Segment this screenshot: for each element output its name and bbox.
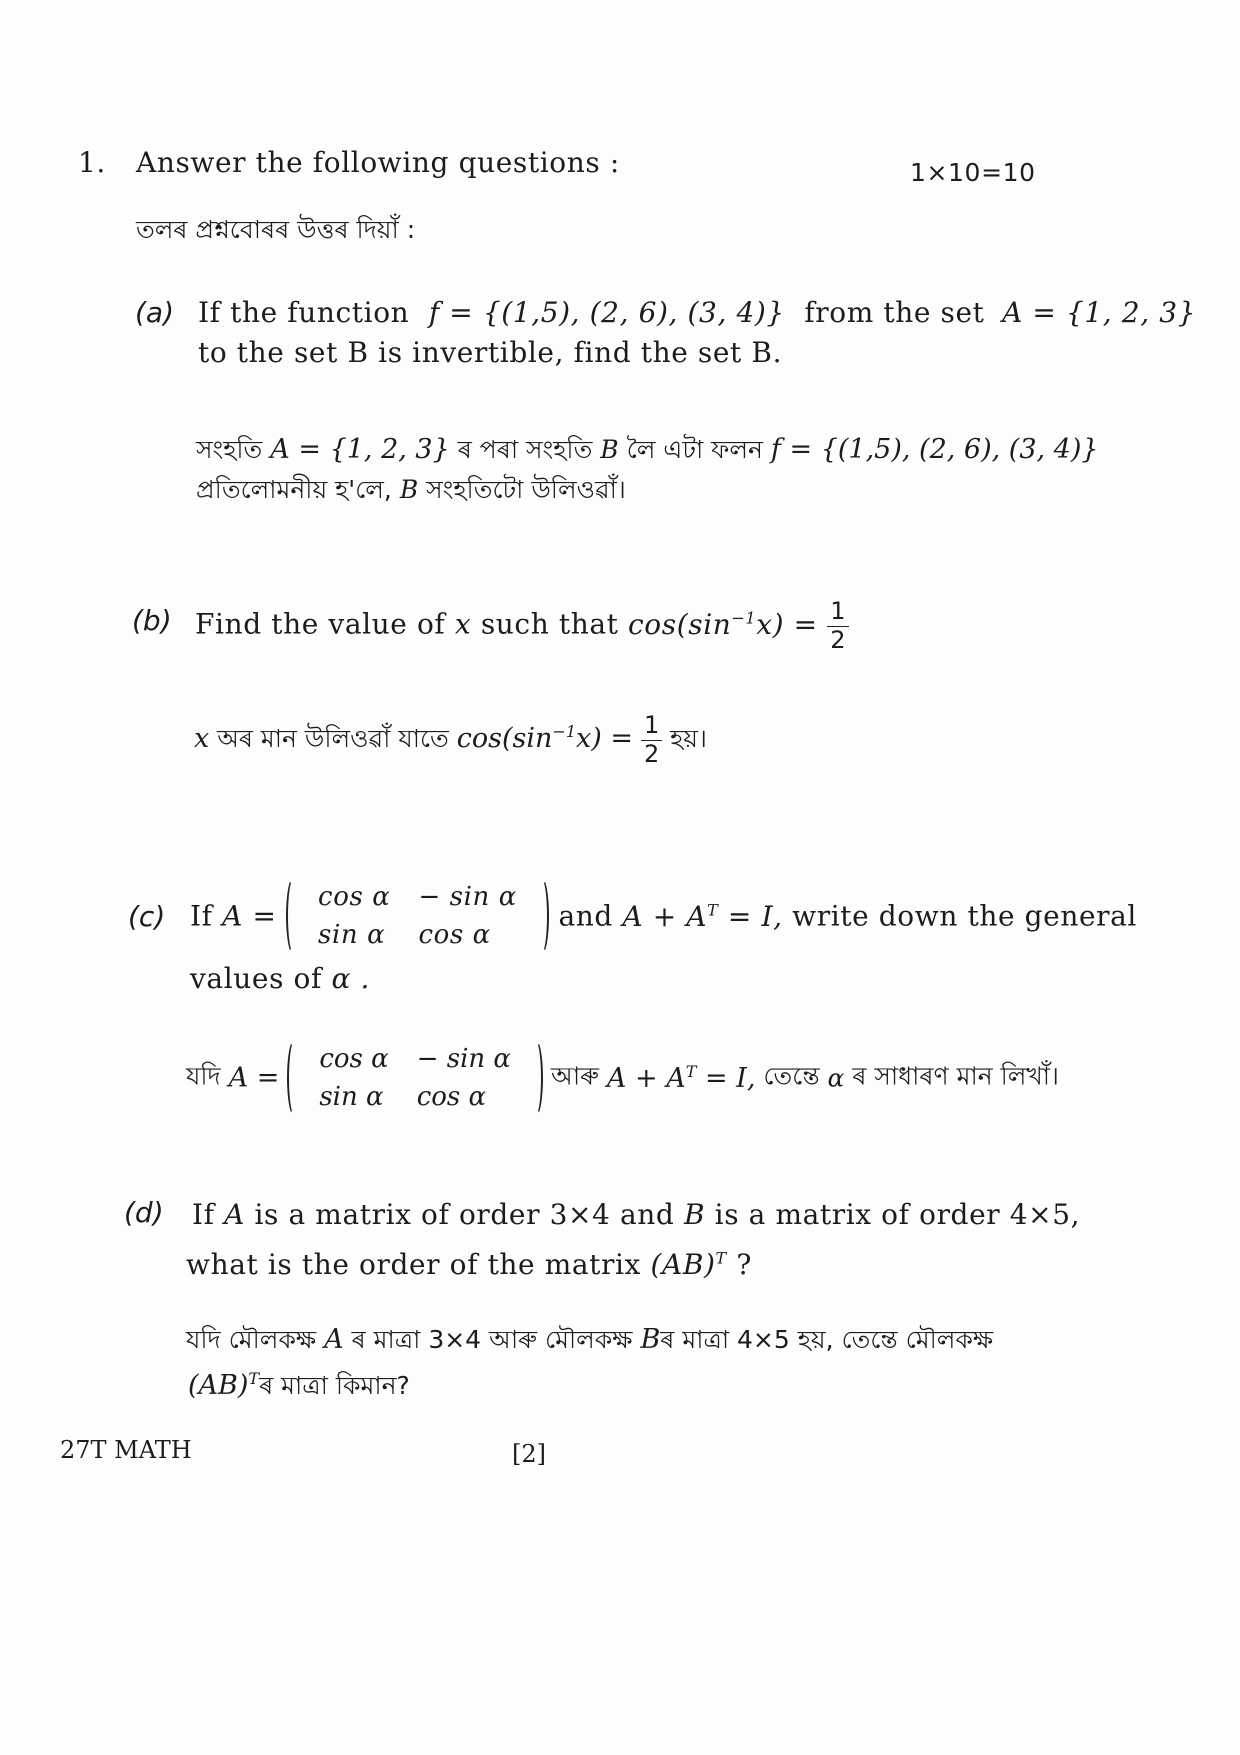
b-fraction: $\frac{1}{2}$ <box>827 598 849 654</box>
d-bn-A: A <box>324 1324 344 1355</box>
a-english-line1 <box>198 296 1196 329</box>
c-bn-condition: $A + A^T = I$, <box>606 1062 756 1094</box>
d-english-line2 <box>186 1248 752 1281</box>
a-bengali-line1 <box>196 430 1099 473</box>
c-bn-m21: sin α <box>319 1082 384 1112</box>
b-bn-x: x <box>194 723 210 755</box>
c-en-post: write down the general <box>792 899 1137 933</box>
a-bn-B: B <box>600 435 619 464</box>
d-bn-post: ৰ মাত্ৰা 4×5 হয়, তেন্তে মৌলকক্ষ <box>660 1325 994 1354</box>
c-bn-post1: তেন্তে <box>763 1061 820 1091</box>
c-A-eq: A = <box>222 899 277 933</box>
d-bn-pre: যদি মৌলকক্ষ <box>186 1325 317 1354</box>
a-english-line2: to the set B is invertible, find the set B. <box>198 336 783 369</box>
c-bn-matrix <box>287 1040 543 1116</box>
c-en-if: If <box>190 899 213 933</box>
instruction-english: Answer the following questions : <box>136 146 620 179</box>
b-bn-expr: $\cos(\sin^{-1}x)$ = <box>456 722 633 755</box>
d-bn-B: B <box>640 1324 661 1355</box>
question-number: 1. <box>78 146 106 179</box>
b-expr: $\cos(\sin^{-1}x)$ = <box>628 607 818 641</box>
c-m22: cos α <box>418 920 491 950</box>
c-bn-m12: − sin α <box>416 1044 511 1074</box>
c-condition: $A + A^T = I$, <box>622 899 783 933</box>
c-bn-m22: cos α <box>416 1082 487 1112</box>
d-en-mid2: is a matrix of order 4×5, <box>714 1198 1081 1231</box>
a-bn-pre: সংহতি <box>196 435 263 464</box>
d-bn2-post: ৰ মাত্ৰা কিমান? <box>259 1371 410 1400</box>
c-bn-m11: cos α <box>319 1044 389 1074</box>
d-B: B <box>683 1198 706 1231</box>
page-number: [2] <box>512 1440 546 1468</box>
d-en2-pre: what is the order of the matrix <box>186 1248 641 1281</box>
b-bengali-line <box>194 712 707 768</box>
c-m12: − sin α <box>418 882 517 912</box>
a-bn-set-A: A = {1, 2, 3} <box>270 434 450 465</box>
label-a: (a) <box>135 296 175 329</box>
c-bn-if: যদি <box>186 1061 221 1091</box>
a-bn-function: f = {(1,5), (2, 6), (3, 4)} <box>770 434 1099 465</box>
marks: 1×10=10 <box>910 158 1036 187</box>
a-bn2: প্ৰতিলোমনীয় হ'লে, <box>196 475 392 504</box>
footer-code: 27T MATH <box>60 1436 192 1464</box>
c-m11: cos α <box>318 882 391 912</box>
c-alpha: α . <box>331 962 370 995</box>
c-en2: values of <box>190 962 322 995</box>
c-english-line1 <box>190 878 1137 954</box>
a-bengali-line2 <box>196 470 626 513</box>
b-bn-fraction: $\frac{1}{2}$ <box>641 712 662 768</box>
a-bn2-post: সংহতিটো উলিওৱাঁ। <box>426 475 626 504</box>
a-set-A: A = {1, 2, 3} <box>1002 296 1197 329</box>
c-and: and <box>558 899 613 933</box>
d-bn-AB-T: (AB)$^T$ <box>188 1369 260 1401</box>
a-bn2-B: B <box>399 475 419 504</box>
d-A: A <box>224 1198 245 1231</box>
c-matrix <box>286 878 549 954</box>
b-x: x <box>454 607 472 641</box>
a-bn-post: লৈ এটা ফলন <box>626 435 763 464</box>
a-en-mid: from the set <box>804 296 985 329</box>
d-bn-mid: ৰ মাত্ৰা 3×4 আৰু মৌলকক্ষ <box>351 1325 633 1354</box>
instruction-bengali: তলৰ প্ৰশ্নবোৰৰ উত্তৰ দিয়াঁ : <box>136 215 416 244</box>
d-english-line1 <box>192 1198 1080 1231</box>
d-AB-T: (AB)$^T$ <box>650 1248 727 1281</box>
c-bn-and: আৰু <box>550 1061 599 1091</box>
a-bn-mid: ৰ পৰা সংহতি <box>457 435 593 464</box>
d-en-mid1: is a matrix of order 3×4 and <box>254 1198 675 1231</box>
d-bengali-line2 <box>188 1366 410 1409</box>
b-en-pre: Find the value of <box>195 607 446 641</box>
c-m21: sin α <box>318 920 386 950</box>
a-function-expr: f = {(1,5), (2, 6), (3, 4)} <box>428 296 785 329</box>
c-bengali-line <box>186 1040 1059 1116</box>
label-b: (b) <box>132 604 172 637</box>
b-en-mid: such that <box>480 607 619 641</box>
d-bengali-line1 <box>186 1320 993 1363</box>
c-english-line2 <box>190 962 370 995</box>
label-c: (c) <box>128 900 166 933</box>
d-en-pre: If <box>192 1198 215 1231</box>
b-bn-pre: অৰ মান উলিওৱাঁ যাতে <box>217 724 449 754</box>
c-bn-A-eq: A = <box>228 1062 280 1094</box>
c-bn-alpha: α <box>827 1063 845 1093</box>
b-bn-post: হয়। <box>670 724 707 754</box>
b-english-line <box>195 598 849 654</box>
a-en-pre: If the function <box>198 296 410 329</box>
c-bn-post2: ৰ সাধাৰণ মান লিখাঁ। <box>852 1061 1059 1091</box>
label-d: (d) <box>124 1196 164 1229</box>
d-en2-post: ? <box>736 1248 752 1281</box>
